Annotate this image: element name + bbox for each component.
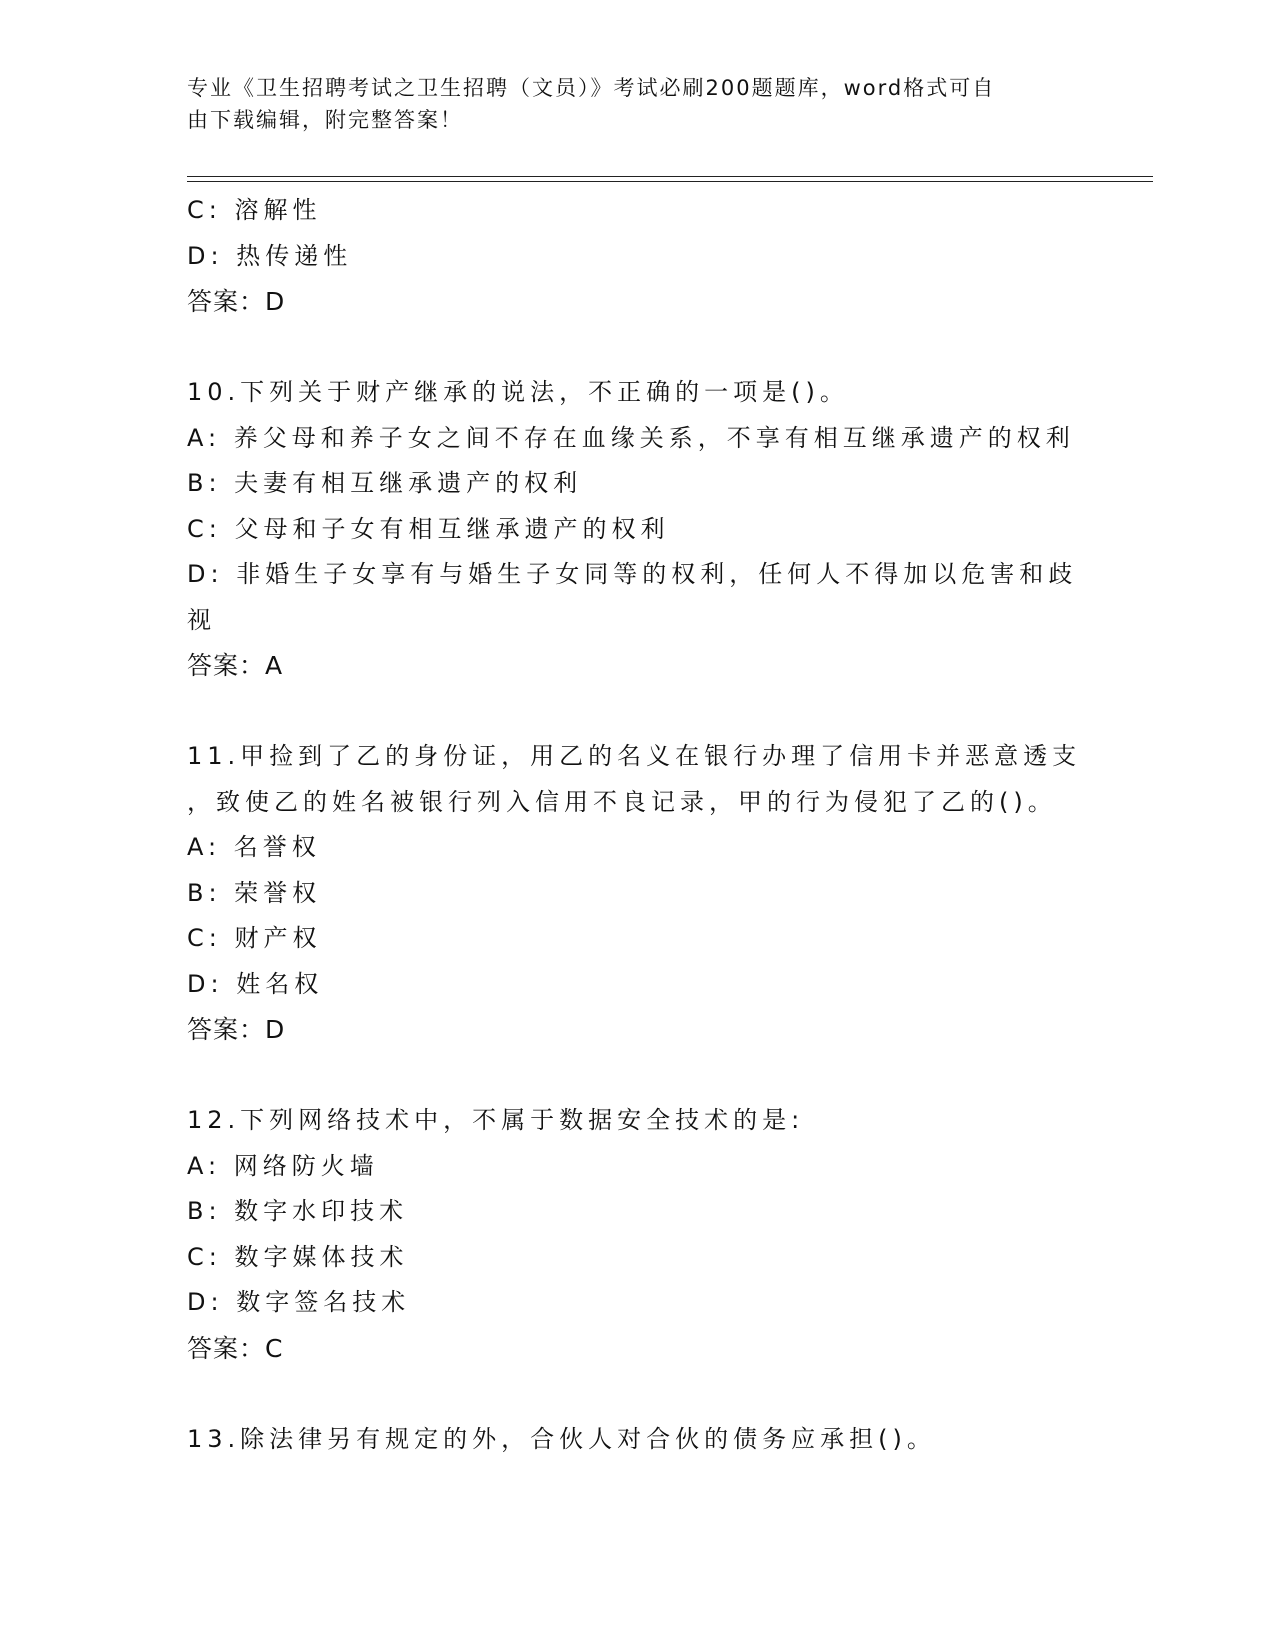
option-c: C: 溶解性 — [187, 196, 322, 224]
option-a: A: 名誉权 — [187, 833, 321, 861]
spacer — [187, 689, 1087, 735]
question-stem: 12.下列网络技术中，不属于数据安全技术的是: — [187, 1106, 805, 1134]
question-stem: 10.下列关于财产继承的说法，不正确的一项是()。 — [187, 378, 849, 406]
header-line-1: 专业《卫生招聘考试之卫生招聘（文员）》考试必刷200题题库，word格式可自 — [187, 76, 996, 100]
answer: 答案：C — [187, 1333, 284, 1363]
option-a: A: 养父母和养子女之间不存在血缘关系，不享有相互继承遗产的权利 — [187, 423, 1075, 452]
option-d-continued: 视 — [187, 605, 216, 634]
question-10 — [187, 370, 1087, 689]
question-11 — [187, 734, 1087, 1053]
option-d: D: 数字签名技术 — [187, 1288, 411, 1316]
answer: 答案：D — [187, 1015, 286, 1044]
option-c: C: 财产权 — [187, 924, 322, 952]
question-13 — [187, 1417, 1087, 1463]
question-9-continued — [187, 188, 1087, 325]
spacer — [187, 1053, 1087, 1099]
option-b: B: 数字水印技术 — [187, 1197, 409, 1225]
question-stem-continued: ，致使乙的姓名被银行列入信用不良记录，甲的行为侵犯了乙的()。 — [187, 787, 1057, 816]
option-d: D: 姓名权 — [187, 969, 324, 998]
header-rule-bottom — [187, 181, 1153, 182]
option-b: B: 夫妻有相互继承遗产的权利 — [187, 469, 583, 497]
spacer — [187, 325, 1087, 371]
header-rule-top — [187, 176, 1153, 177]
document-header — [187, 72, 1067, 136]
question-12 — [187, 1098, 1087, 1371]
option-d: D: 热传递性 — [187, 241, 353, 270]
question-stem: 11.甲捡到了乙的身份证，用乙的名义在银行办理了信用卡并恶意透支 — [187, 742, 1082, 770]
option-c: C: 父母和子女有相互继承遗产的权利 — [187, 514, 670, 543]
option-b: B: 荣誉权 — [187, 878, 322, 907]
answer: 答案：D — [187, 287, 286, 316]
header-line-2: 由下载编辑，附完整答案！ — [187, 108, 463, 132]
question-stem: 13.除法律另有规定的外，合伙人对合伙的债务应承担()。 — [187, 1424, 936, 1453]
question-list — [187, 188, 1087, 1462]
option-a: A: 网络防火墙 — [187, 1151, 379, 1180]
option-d: D: 非婚生子女享有与婚生子女同等的权利，任何人不得加以危害和歧 — [187, 560, 1078, 588]
answer: 答案：A — [187, 651, 284, 680]
spacer — [187, 1371, 1087, 1417]
option-c: C: 数字媒体技术 — [187, 1242, 409, 1271]
